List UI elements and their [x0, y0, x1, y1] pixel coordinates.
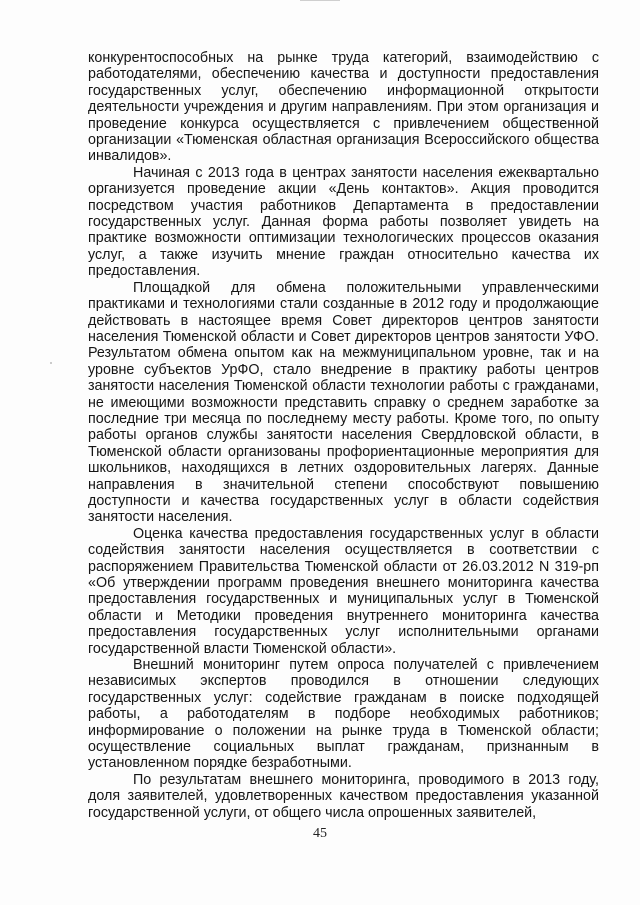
top-edge-mark: [300, 0, 340, 1]
document-body: [88, 50, 599, 821]
paragraph-external-monitoring: Внешний мониторинг путем опроса получателей с привлечением независимых экспертов проводился в отношении следующих государственных услуг: содействие гражданам в поиске подходящей работы, а работодателям в подборе необходимых работников; информирование о положении на рынке труда в Тюменской области; осуществление социальных выплат гражданам, признанным в установленном порядке безработными.: [88, 657, 599, 772]
paragraph-monitoring-results: По результатам внешнего мониторинга, проводимого в 2013 году, доля заявителей, удовлетворенных качеством предоставления указанной государственной услуги, от общего числа опрошенных заявителей,: [88, 771, 599, 821]
page-number: 45: [313, 826, 327, 841]
scan-speck: [50, 362, 52, 364]
paragraph-contact-day: Начиная с 2013 года в центрах занятости населения ежеквартально организуется проведение акции «День контактов». Акция проводится посредством участия работников Департамента в предоставлении государственных услуг. Данная форма работы позволяет увидеть на практике возможности оптимизации технологических процессов оказания услуг, а также изучить мнение граждан относительно качества их предоставления.: [88, 164, 599, 280]
paragraph-directors-council: Площадкой для обмена положительными управленческими практиками и технологиями стали созданные в 2012 году и продолжающие действовать в настоящее время Совет директоров центров занятости населения Тюменской области и Совет директоров центров занятости УФО. Результатом обмена опытом как на межмуниципальном уровне, так и на уровне субъектов УрФО, стало внедрение в практику работы центров занятости населения Тюменской области технологии работы с гражданами, не имеющими возможности представить справку о среднем заработке за последние три месяца по последнему месту работы. Кроме того, по опыту работы органов службы занятости населения Свердловской области, в Тюменской области организованы профориентационные мероприятия для школьников, находящихся в летних оздоровительных лагерях. Данные направления в значительной степени способствуют повышению доступности и качества государственных услуг в области содействия занятости населения.: [88, 279, 599, 526]
paragraph-continuation: конкурентоспособных на рынке труда категорий, взаимодействию с работодателями, обеспечению качества и доступности предоставления государственных услуг, обеспечению информационной открытости деятельности учреждения и другим направлениям. При этом организация и проведение конкурса осуществляется с привлечением общественной организации «Тюменская областная организация Всероссийского общества инвалидов».: [88, 50, 599, 165]
paragraph-quality-assessment: Оценка качества предоставления государственных услуг в области содействия занятости населения осуществляется в соответствии с распоряжением Правительства Тюменской области от 26.03.2012 N 319-рп «Об утверждении программ проведения внешнего мониторинга качества предоставления государственных и муниципальных услуг в Тюменской области и Методики проведения внутреннего мониторинга качества предоставления государственных услуг исполнительными органами государственной власти Тюменской области».: [88, 525, 599, 657]
